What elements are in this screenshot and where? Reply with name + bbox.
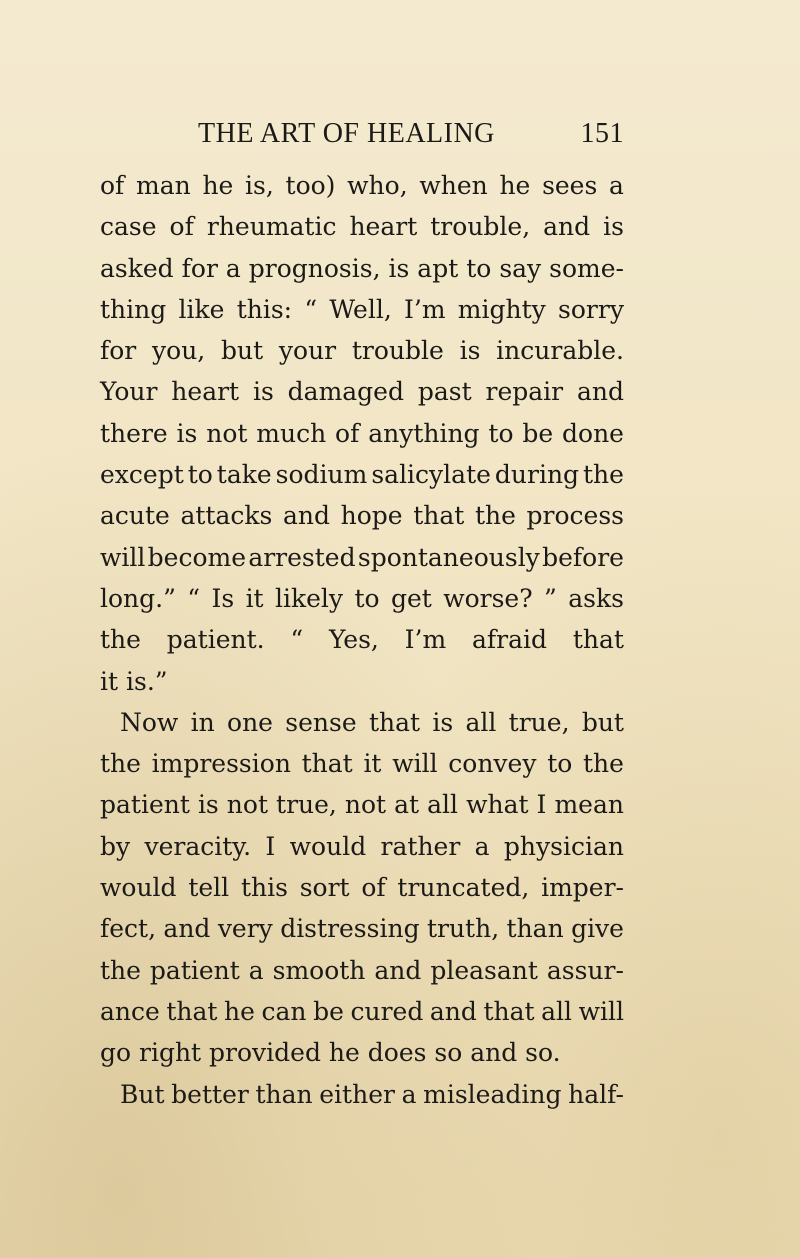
word: one [227,707,273,737]
word: the [583,749,624,779]
word: that [166,996,218,1026]
word: will [578,996,624,1026]
word: ance [100,996,160,1026]
word: process [526,501,624,531]
word: rather [380,831,461,861]
text-line: go right provided he does so and so. [100,1038,561,1068]
word: tell [188,873,230,903]
text-line [100,289,624,330]
word: that [413,501,465,531]
text-line [100,165,624,206]
word: “ [187,583,201,613]
word: is [176,418,198,448]
word: either [319,1079,395,1109]
word: too) [285,171,336,200]
word: of [169,212,194,242]
word: arrested [248,542,356,572]
word: to [187,460,213,490]
word: you, [152,336,206,366]
word: impression [151,749,291,779]
word: that [572,625,624,655]
word: I’m [404,625,447,655]
word: worse? [443,583,533,613]
text-line [100,413,624,454]
word: rheumatic [206,212,337,242]
word: “ [304,294,318,324]
word: heart [349,212,418,242]
word: of [361,873,386,903]
word: this: [236,294,293,324]
text-line [100,248,624,289]
word: attacks [180,501,273,531]
word: to [488,418,514,448]
word: repair [485,377,564,407]
word: likely [275,583,344,613]
word: is, [245,171,274,200]
word: a [474,831,490,861]
word: this [240,873,288,903]
word: “ [290,625,304,655]
word: at [394,790,420,820]
word: like [178,294,225,324]
word: half- [568,1079,624,1109]
word: the [583,460,624,490]
word: patient [100,790,190,820]
text-line [100,537,624,578]
word: heart [171,377,240,407]
word: long.” [100,583,176,613]
text-line [100,950,624,991]
text-line [100,330,624,371]
word: all [427,790,459,820]
word: is [459,336,481,366]
word: that [301,749,353,779]
word: truth, [426,914,500,944]
word: your [278,336,337,366]
word: done [562,418,624,448]
word: he [202,171,234,200]
word: man [136,171,191,200]
word: he [499,171,531,200]
word: a [401,1079,417,1109]
word: a [609,171,624,200]
word: incurable. [496,336,624,366]
word: a [225,253,241,283]
word: a [248,955,264,985]
text-line [100,619,624,660]
text-line [100,371,624,412]
word: what [466,790,529,820]
word: is [603,212,624,242]
word: much [256,418,327,448]
text-line [100,206,624,247]
text-line [100,867,624,908]
word: imper- [541,873,624,903]
word: sort [299,873,350,903]
word: veracity. [144,831,252,861]
text-line [100,702,624,743]
word: not [206,418,248,448]
word: and [429,996,477,1026]
word: distressing [280,914,420,944]
text-line [100,1074,624,1115]
word: will [100,542,146,572]
word: is [252,377,274,407]
word: by [100,831,131,861]
word: to [354,583,380,613]
word: get [390,583,432,613]
text-line [100,784,624,825]
word: anything [368,418,480,448]
word: there [100,418,168,448]
word: sorry [558,294,624,324]
word: cured [350,996,424,1026]
word: very [217,914,273,944]
word: would [100,873,177,903]
word: give [571,914,624,944]
word: before [542,542,624,572]
word: mighty [457,294,546,324]
word: be [313,996,344,1026]
word: is [197,790,219,820]
text-line: it is.” [100,666,168,696]
word: acute [100,501,170,531]
word: it [363,749,382,779]
word: sees [542,171,598,200]
word: can [261,996,307,1026]
word: But [120,1079,165,1109]
word: patient. [166,625,265,655]
word: is [432,707,454,737]
word: take [216,460,272,490]
word: true, [276,790,337,820]
word: he [224,996,255,1026]
word: true, [508,707,570,737]
word: assur- [546,955,624,985]
word: salicylate [371,460,491,490]
word: is [388,253,410,283]
word: the [100,955,141,985]
word: asks [568,583,624,613]
word: ” [544,583,557,613]
word: prognosis, [248,253,381,283]
word: asked [100,253,174,283]
word: who, [347,171,408,200]
text-line [100,454,624,495]
text-line [100,743,624,784]
word: say [499,253,542,283]
text-line [100,578,624,619]
text-line [100,495,624,536]
word: for [181,253,218,283]
word: some- [549,253,624,283]
word: trouble, [430,212,531,242]
word: that [368,707,421,737]
word: but [581,707,624,737]
word: would [289,831,367,861]
word: of [100,171,125,200]
page-number: 151 [580,118,624,149]
word: I [265,831,276,861]
word: when [419,171,488,200]
word: and [163,914,211,944]
word: pleasant [430,955,538,985]
word: not [344,790,387,820]
word: but [221,336,264,366]
word: patient [149,955,240,985]
word: it [245,583,264,613]
running-head [198,118,624,158]
word: the [474,501,516,531]
word: convey [448,749,537,779]
word: Your [100,377,158,407]
word: sense [285,707,357,737]
word: I [536,790,547,820]
text-line [100,991,624,1032]
word: smooth [272,955,366,985]
word: sodium [275,460,368,490]
word: not [226,790,268,820]
word: I’m [404,294,446,324]
word: thing [100,294,167,324]
word: than [255,1079,313,1109]
word: be [522,418,554,448]
word: fect, [100,914,157,944]
word: to [547,749,573,779]
word: of [335,418,360,448]
word: damaged [287,377,404,407]
word: in [190,707,215,737]
word: hope [340,501,403,531]
word: Now [120,707,179,737]
word: Is [211,583,235,613]
word: and [283,501,331,531]
running-title: THE ART OF HEALING [198,118,495,149]
word: physician [503,831,624,861]
word: and [543,212,591,242]
word: the [100,749,141,779]
word: except [100,460,184,490]
word: trouble [351,336,444,366]
word: and [576,377,624,407]
word: past [417,377,472,407]
word: to [466,253,492,283]
word: for [100,336,137,366]
word: that [483,996,535,1026]
word: Well, [329,294,392,324]
word: misleading [423,1079,562,1109]
word: will [392,749,438,779]
word: apt [417,253,459,283]
word: become [147,542,247,572]
word: the [100,625,141,655]
word: all [465,707,497,737]
text-line [100,826,624,867]
word: mean [554,790,624,820]
word: during [494,460,580,490]
word: truncated, [397,873,530,903]
text-line [100,908,624,949]
word: than [506,914,564,944]
word: all [541,996,573,1026]
word: better [171,1079,249,1109]
word: case [100,212,157,242]
body-text [100,165,624,1115]
word: and [374,955,422,985]
word: spontaneously [357,542,540,572]
word: Yes, [328,625,379,655]
word: afraid [472,625,548,655]
